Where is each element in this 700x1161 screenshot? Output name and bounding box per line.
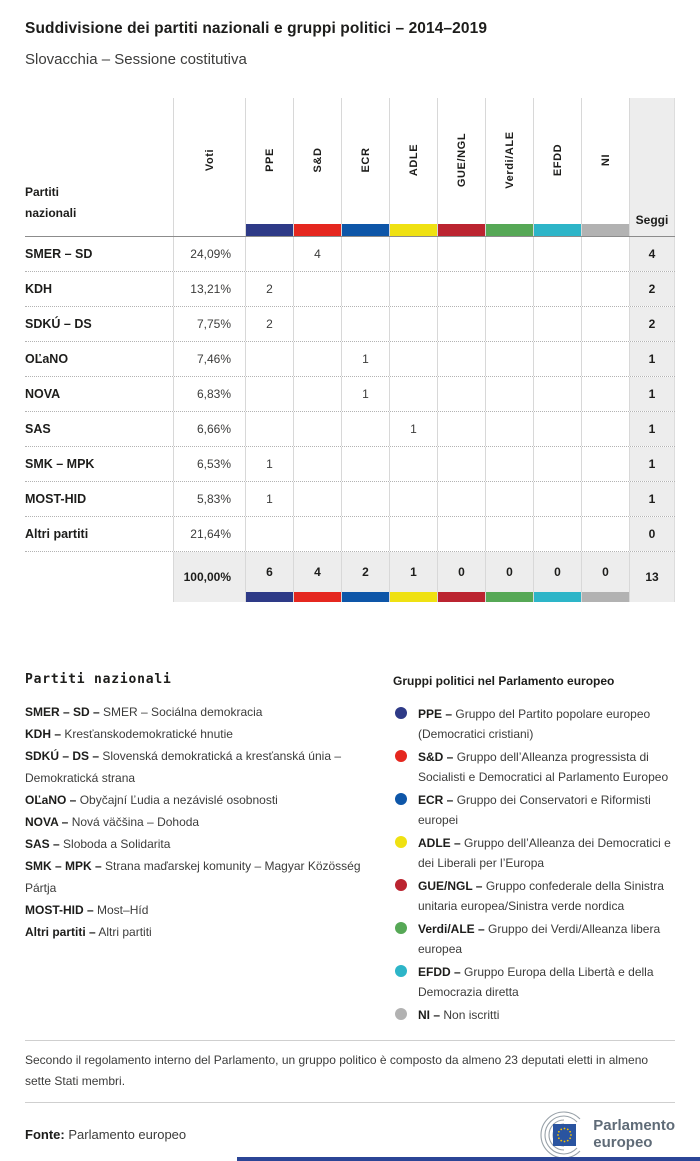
- party-abbr: SAS –: [25, 837, 60, 851]
- parties-table: [25, 98, 675, 602]
- group-count-cell: [341, 412, 389, 446]
- party-fullname: Strana maďarskej komunity – Magyar Közösség Pártja: [25, 859, 361, 895]
- group-column-header: [389, 98, 437, 236]
- party-name-cell: NOVA: [25, 387, 61, 401]
- group-color-dot: [395, 707, 407, 719]
- group-column-header: [341, 98, 389, 236]
- group-count-cell: [485, 447, 533, 481]
- seggi-cell: 4: [629, 237, 675, 271]
- party-fullname: Altri partiti: [98, 925, 152, 939]
- logo-wordmark: Parlamento europeo: [593, 1117, 675, 1151]
- group-count-cell: [437, 342, 485, 376]
- group-count-cell: [533, 377, 581, 411]
- group-count-cell: [341, 237, 389, 271]
- group-count-cell: 1: [245, 482, 293, 516]
- group-count-cell: [581, 517, 629, 551]
- group-abbr: GUE/NGL –: [418, 879, 483, 893]
- total-count-cell: [437, 552, 485, 602]
- seggi-cell: 2: [629, 307, 675, 341]
- group-count-cell: [293, 342, 341, 376]
- voti-cell: 5,83%: [173, 482, 245, 516]
- total-color-bar: [534, 592, 581, 602]
- group-count-cell: [341, 482, 389, 516]
- group-legend-title: Gruppi politici nel Parlamento europeo: [393, 674, 615, 688]
- group-count-cell: [389, 342, 437, 376]
- party-fullname: Sloboda a Solidarita: [63, 837, 171, 851]
- group-legend-item: [393, 876, 675, 916]
- group-column-header: [581, 98, 629, 236]
- footer-note: Secondo il regolamento interno del Parlamento, un gruppo politico è composto da almeno 23 deputati eletti in almeno sette Stati membri.: [25, 1053, 649, 1088]
- group-count-cell: [581, 272, 629, 306]
- voti-cell: 13,21%: [173, 272, 245, 306]
- party-fullname: Kresťanskodemokratické hnutie: [64, 727, 233, 741]
- total-color-bar: [438, 592, 485, 602]
- voti-cell: 7,46%: [173, 342, 245, 376]
- total-count-cell: [245, 552, 293, 602]
- group-count-cell: [485, 517, 533, 551]
- group-color-bar: [342, 224, 389, 236]
- party-abbr: KDH –: [25, 727, 62, 741]
- party-name-cell: SMK – MPK: [25, 457, 95, 471]
- party-name-cell: KDH: [25, 282, 53, 296]
- group-count-cell: [437, 412, 485, 446]
- group-count-cell: [437, 447, 485, 481]
- group-count-cell: [341, 272, 389, 306]
- total-color-bar: [582, 592, 629, 602]
- seggi-cell: 1: [629, 482, 675, 516]
- group-count-cell: [437, 307, 485, 341]
- group-count-cell: [485, 237, 533, 271]
- group-count-cell: [389, 447, 437, 481]
- voti-cell: 6,83%: [173, 377, 245, 411]
- party-legend-item: [25, 921, 371, 943]
- total-seggi-cell: 13: [629, 552, 675, 602]
- group-count-cell: [245, 237, 293, 271]
- group-count-cell: [245, 342, 293, 376]
- group-count-cell: [485, 482, 533, 516]
- group-abbr: S&D: [311, 147, 324, 173]
- group-color-dot: [395, 750, 407, 762]
- group-color-bar: [246, 224, 293, 236]
- group-abbr: PPE: [263, 148, 276, 172]
- group-color-bar: [438, 224, 485, 236]
- group-column-header: [485, 98, 533, 236]
- party-legend-item: [25, 701, 371, 723]
- group-color-bar: [294, 224, 341, 236]
- group-count-cell: [389, 307, 437, 341]
- group-abbr: ADLE –: [418, 836, 461, 850]
- table-row: [25, 377, 675, 412]
- party-legend-item: [25, 723, 371, 745]
- group-count-cell: [485, 272, 533, 306]
- party-legend-item: [25, 855, 371, 899]
- table-row: [25, 447, 675, 482]
- total-count: 0: [554, 565, 561, 579]
- group-column-header: [293, 98, 341, 236]
- group-count-cell: [341, 307, 389, 341]
- group-abbr: EFDD: [551, 143, 564, 177]
- voti-label: Voti: [203, 148, 216, 172]
- source-label: Fonte:: [25, 1126, 65, 1142]
- party-fullname: Most–Híd: [97, 903, 149, 917]
- total-count: 0: [602, 565, 609, 579]
- total-count-cell: [389, 552, 437, 602]
- group-count-cell: [533, 307, 581, 341]
- seggi-cell: 1: [629, 412, 675, 446]
- group-count-cell: [341, 447, 389, 481]
- source-line: [25, 1127, 186, 1142]
- total-count: 0: [506, 565, 513, 579]
- european-parliament-logo: [522, 1111, 675, 1157]
- party-abbr: OĽaNO –: [25, 793, 77, 807]
- eu-flag-icon: [553, 1124, 576, 1146]
- group-description: Gruppo dei Conservatori e Riformisti europei: [418, 793, 651, 827]
- source-text: Parlamento europeo: [68, 1126, 187, 1142]
- seggi-cell: 0: [629, 517, 675, 551]
- voti-cell: 24,09%: [173, 237, 245, 271]
- group-abbr: GUE/NGL: [455, 132, 468, 188]
- total-count: 2: [362, 565, 369, 579]
- group-count-cell: [533, 342, 581, 376]
- group-count-cell: [389, 272, 437, 306]
- group-color-bar: [486, 224, 533, 236]
- group-count-cell: [437, 377, 485, 411]
- total-count: 6: [266, 565, 273, 579]
- group-color-dot: [395, 1008, 407, 1020]
- legend-section: [25, 672, 675, 1028]
- group-legend-item: [393, 747, 675, 787]
- group-count-cell: 2: [245, 272, 293, 306]
- group-count-cell: 2: [245, 307, 293, 341]
- group-abbr: ADLE: [407, 143, 420, 177]
- total-count-cell: [485, 552, 533, 602]
- group-count-cell: [533, 517, 581, 551]
- seggi-cell: 2: [629, 272, 675, 306]
- seggi-label: Seggi: [635, 213, 669, 227]
- footer: [0, 1040, 700, 1157]
- table-row: [25, 517, 675, 552]
- table-row: [25, 342, 675, 377]
- group-count-cell: [389, 482, 437, 516]
- total-color-bar: [342, 592, 389, 602]
- party-abbr: SMK – MPK –: [25, 859, 102, 873]
- group-count-cell: [485, 307, 533, 341]
- group-description: Non iscritti: [443, 1008, 500, 1022]
- total-row: [25, 552, 675, 602]
- group-count-cell: [389, 377, 437, 411]
- group-count-cell: [293, 482, 341, 516]
- group-count-cell: [437, 517, 485, 551]
- voti-cell: 6,66%: [173, 412, 245, 446]
- party-legend: [25, 672, 383, 1028]
- party-legend-item: [25, 789, 371, 811]
- voti-cell: 6,53%: [173, 447, 245, 481]
- party-name-cell: SMER – SD: [25, 247, 93, 261]
- party-name-cell: OĽaNO: [25, 352, 69, 366]
- party-fullname: Obyčajní Ľudia a nezávislé osobnosti: [79, 793, 278, 807]
- voti-cell: 7,75%: [173, 307, 245, 341]
- group-legend-item: [393, 833, 675, 873]
- group-color-dot: [395, 793, 407, 805]
- total-count-cell: [341, 552, 389, 602]
- group-abbr: ECR: [359, 147, 372, 173]
- party-legend-item: [25, 899, 371, 921]
- group-count-cell: [533, 447, 581, 481]
- group-column-header: [245, 98, 293, 236]
- corner-header-cell: [25, 98, 173, 236]
- group-count-cell: [245, 412, 293, 446]
- voti-column-header: [173, 98, 245, 236]
- party-legend-item: [25, 745, 371, 789]
- group-legend-item: [393, 962, 675, 1002]
- group-description: Gruppo dell’Alleanza progressista di Socialisti e Democratici al Parlamento Europeo: [418, 750, 669, 784]
- total-empty-cell: [25, 552, 173, 602]
- group-color-bar: [390, 224, 437, 236]
- group-count-cell: [581, 377, 629, 411]
- total-count-cell: [581, 552, 629, 602]
- group-legend-item: [393, 704, 675, 744]
- source-row: [0, 1103, 700, 1157]
- group-count-cell: [293, 307, 341, 341]
- group-abbr: Verdi/ALE –: [418, 922, 485, 936]
- group-count-cell: [437, 237, 485, 271]
- bottom-accent-bar: [237, 1157, 700, 1161]
- total-count: 4: [314, 565, 321, 579]
- group-count-cell: [533, 482, 581, 516]
- group-count-cell: [293, 447, 341, 481]
- table-row: [25, 307, 675, 342]
- group-abbr: PPE –: [418, 707, 453, 721]
- table-header: [25, 98, 675, 237]
- seggi-cell: 1: [629, 377, 675, 411]
- group-count-cell: [581, 447, 629, 481]
- group-color-dot: [395, 879, 407, 891]
- party-legend-item: [25, 811, 371, 833]
- party-legend-item: [25, 833, 371, 855]
- group-count-cell: [293, 272, 341, 306]
- party-fullname: Nová väčšina – Dohoda: [71, 815, 200, 829]
- group-description: Gruppo Europa della Libertà e della Democrazia diretta: [418, 965, 654, 999]
- group-count-cell: [437, 482, 485, 516]
- party-name-cell: SDKÚ – DS: [25, 317, 92, 331]
- group-abbr: S&D –: [418, 750, 454, 764]
- group-count-cell: [533, 237, 581, 271]
- group-color-dot: [395, 836, 407, 848]
- party-name-cell: Altri partiti: [25, 527, 89, 541]
- group-description: Gruppo dell’Alleanza dei Democratici e dei Liberali per l’Europa: [418, 836, 671, 870]
- group-count-cell: [581, 307, 629, 341]
- total-count-cell: [293, 552, 341, 602]
- group-description: Gruppo confederale della Sinistra unitaria europea/Sinistra verde nordica: [418, 879, 664, 913]
- group-abbr: EFDD –: [418, 965, 461, 979]
- seggi-cell: 1: [629, 447, 675, 481]
- group-count-cell: 4: [293, 237, 341, 271]
- group-abbr: Verdi/ALE: [503, 131, 516, 189]
- group-color-bar: [582, 224, 629, 236]
- group-count-cell: [533, 412, 581, 446]
- group-count-cell: [485, 377, 533, 411]
- group-count-cell: 1: [341, 342, 389, 376]
- group-abbr: NI: [599, 153, 612, 167]
- group-legend: [383, 672, 675, 1028]
- group-count-cell: [389, 517, 437, 551]
- group-count-cell: [341, 517, 389, 551]
- total-count: 0: [458, 565, 465, 579]
- corner-label: Partiti nazionali: [25, 185, 77, 220]
- party-abbr: SMER – SD –: [25, 705, 100, 719]
- group-abbr: NI –: [418, 1008, 441, 1022]
- party-legend-title: Partiti nazionali: [25, 672, 172, 687]
- total-voti-cell: 100,00%: [173, 552, 245, 602]
- group-count-cell: [581, 482, 629, 516]
- total-color-bar: [294, 592, 341, 602]
- group-column-header: [533, 98, 581, 236]
- group-description: Gruppo dei Verdi/Alleanza libera europea: [418, 922, 661, 956]
- group-count-cell: 1: [341, 377, 389, 411]
- hemicycle-icon: [522, 1111, 584, 1157]
- group-description: Gruppo del Partito popolare europeo (Democratici cristiani): [418, 707, 651, 741]
- group-column-header: [437, 98, 485, 236]
- party-abbr: Altri partiti –: [25, 925, 96, 939]
- total-color-bar: [486, 592, 533, 602]
- group-color-dot: [395, 965, 407, 977]
- table-row: [25, 412, 675, 447]
- group-count-cell: 1: [389, 412, 437, 446]
- party-fullname: SMER – Sociálna demokracia: [103, 705, 263, 719]
- group-color-bar: [534, 224, 581, 236]
- seggi-cell: 1: [629, 342, 675, 376]
- party-name-cell: MOST-HID: [25, 492, 87, 506]
- group-count-cell: [533, 272, 581, 306]
- group-count-cell: [485, 342, 533, 376]
- total-color-bar: [390, 592, 437, 602]
- group-color-dot: [395, 922, 407, 934]
- page-title: Suddivisione dei partiti nazionali e gruppi politici – 2014–2019: [25, 20, 488, 37]
- party-abbr: NOVA –: [25, 815, 69, 829]
- group-count-cell: [581, 237, 629, 271]
- group-count-cell: [245, 377, 293, 411]
- group-legend-item: [393, 790, 675, 830]
- party-abbr: SDKÚ – DS –: [25, 749, 100, 763]
- table-row: [25, 482, 675, 517]
- group-count-cell: [581, 412, 629, 446]
- group-legend-item: [393, 919, 675, 959]
- total-count: 1: [410, 565, 417, 579]
- table-row: [25, 272, 675, 307]
- party-name-cell: SAS: [25, 422, 51, 436]
- group-abbr: ECR –: [418, 793, 454, 807]
- group-count-cell: [293, 412, 341, 446]
- voti-cell: 21,64%: [173, 517, 245, 551]
- total-color-bar: [246, 592, 293, 602]
- group-count-cell: [245, 517, 293, 551]
- group-count-cell: [581, 342, 629, 376]
- table-row: [25, 237, 675, 272]
- party-abbr: MOST-HID –: [25, 903, 94, 917]
- total-count-cell: [533, 552, 581, 602]
- group-count-cell: [485, 412, 533, 446]
- party-fullname: Slovenská demokratická a kresťanská únia – Demokratická strana: [25, 749, 341, 785]
- group-count-cell: [293, 517, 341, 551]
- page-subtitle: Slovacchia – Sessione costitutiva: [25, 51, 247, 68]
- seggi-column-header: [629, 98, 675, 236]
- group-count-cell: 1: [245, 447, 293, 481]
- group-count-cell: [437, 272, 485, 306]
- group-count-cell: [389, 237, 437, 271]
- group-legend-item: [393, 1005, 675, 1025]
- group-count-cell: [293, 377, 341, 411]
